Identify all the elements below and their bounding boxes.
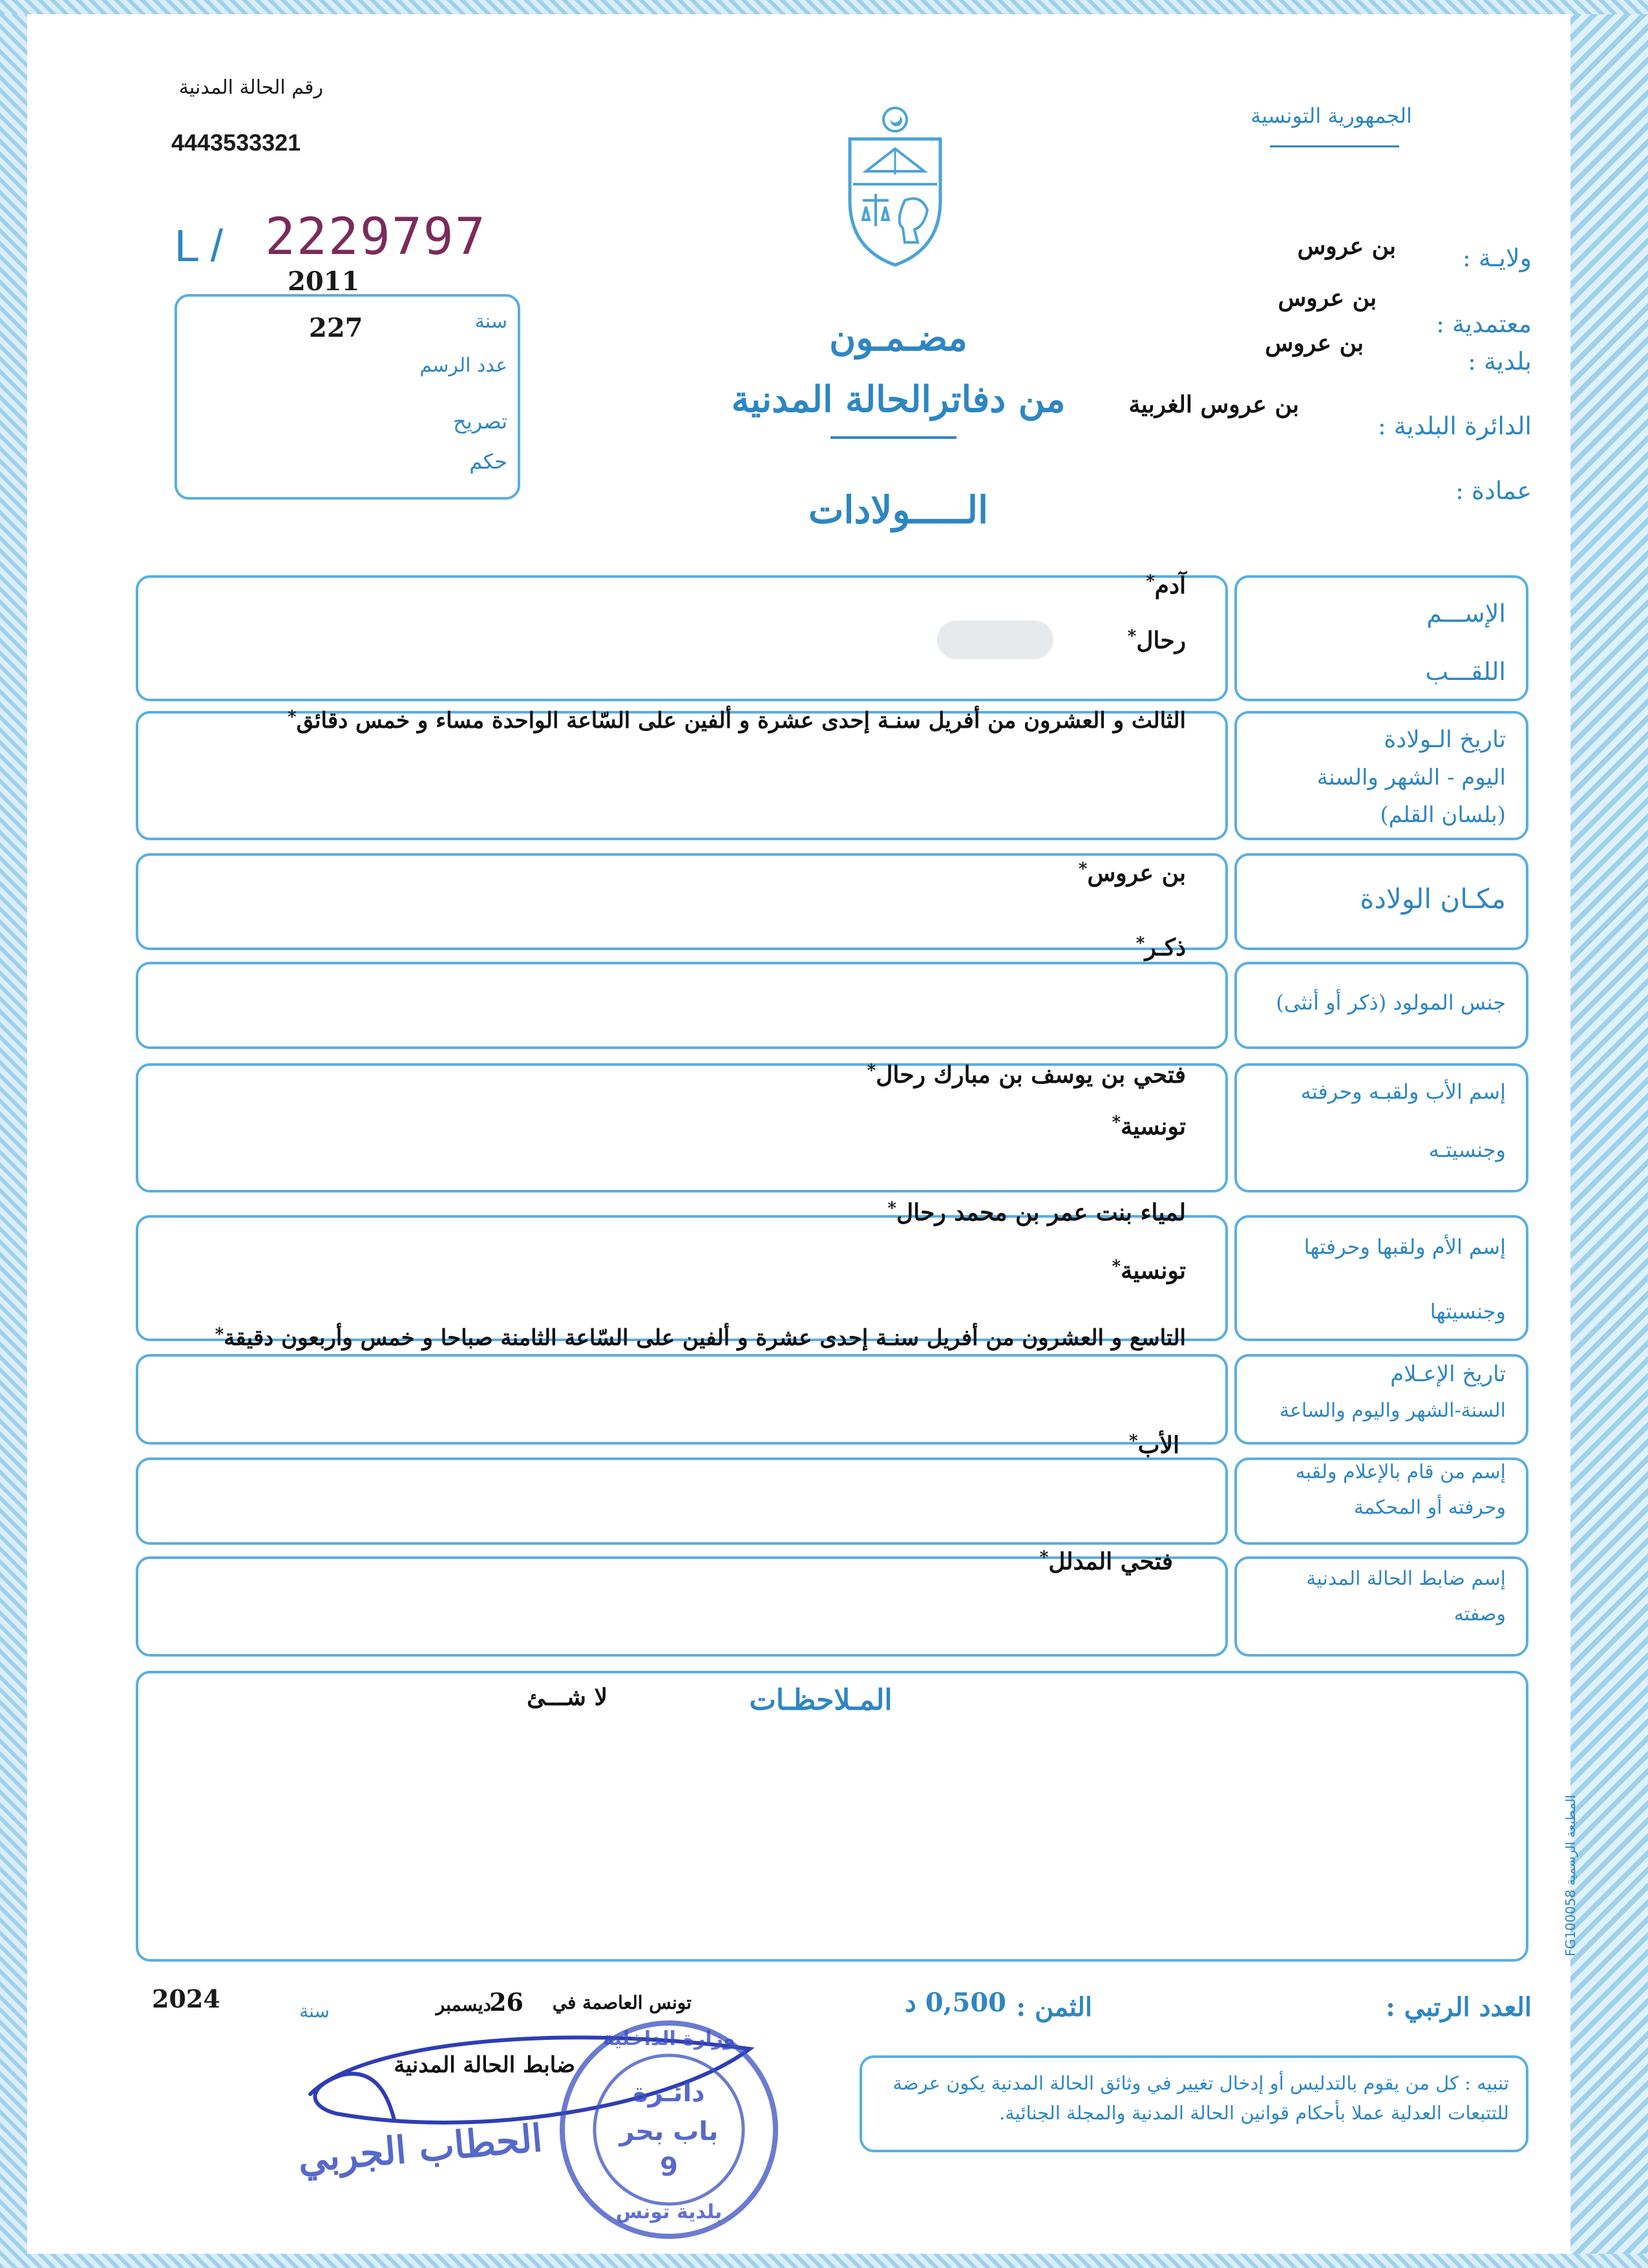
delegation-value: بن عروس (1278, 284, 1377, 312)
official-stamp (553, 2013, 785, 2246)
stamp-ministry: وزارة الداخلية (602, 2028, 735, 2050)
sector-label: عمادة : (1455, 476, 1532, 505)
smudge (937, 620, 1053, 659)
serial-prefix: L / (174, 220, 224, 271)
side-label-declaration: تصريح (453, 409, 507, 434)
bottom-guilloche-border (0, 2254, 1648, 2268)
side-label-act: عدد الرسم (419, 354, 507, 377)
row-name-first-name: آدم * (1034, 572, 1186, 599)
stamp-district: باب بحر (619, 2117, 719, 2146)
officer-title: ضابط الحالة المدنية (394, 2052, 575, 2078)
row-sex-label: جنس المولود (ذكر أو أنثى) (1276, 990, 1506, 1015)
officer-name: الحطاب الجربي (296, 2115, 544, 2181)
extract-title: مضـمـون (829, 317, 967, 359)
row-registrar-value: فتحي المدلل * (937, 1548, 1173, 1575)
issue-year-label: سنة (299, 2000, 330, 2022)
serial-label: العدد الرتبي : (1386, 1992, 1532, 2022)
price-value: 0,500 د (905, 1987, 1007, 2018)
row-birth-date-label-3: (بلسان القلم) (1380, 802, 1506, 828)
row-declarant-label-2: وحرفته أو المحكمة (1353, 1496, 1506, 1519)
municipality-label: بلدية : (1468, 347, 1532, 376)
row-declarant-value: الأب * (1034, 1432, 1179, 1459)
top-guilloche-border (0, 0, 1648, 14)
republic-underline (1270, 145, 1399, 147)
row-birth-date-value: الثالث و العشرون من أفريل سنـة إحدى عشرة و ألفين على السّاعة الواحدة مساء و خمس دقائق * (149, 708, 1186, 734)
row-declaration-date-value-box (136, 1354, 1228, 1445)
district-value: بن عروس الغربية (1128, 391, 1299, 418)
price-label: الثمن : (1016, 1992, 1092, 2022)
row-birth-place-value: بن عروس * (1002, 860, 1186, 887)
coat-of-arms-emblem (840, 103, 950, 271)
serial-number: 2229797 (265, 208, 487, 266)
year-value: 2011 (288, 266, 360, 297)
printer-mark: المطبعة الرسمية FG100058 (1563, 1795, 1578, 1956)
registers-title: من دفاترالحالة المدنية (731, 378, 1066, 421)
notes-value: لا شـــئ (527, 1684, 607, 1711)
act-number-value: 227 (309, 313, 363, 343)
row-declaration-date-label-1: تاريخ الإعـلام (1390, 1361, 1506, 1387)
republic-title: الجمهورية التونسية (1251, 103, 1412, 128)
side-label-judgment: حكم (469, 449, 507, 474)
row-registrar-label-1: إسم ضابط الحالة المدنية (1306, 1567, 1506, 1590)
row-sex-value-box (136, 962, 1228, 1049)
row-mother-label-2: وجنسيتها (1430, 1299, 1506, 1324)
left-guilloche-border (0, 0, 27, 2268)
row-name-label-1: الإســـم (1426, 599, 1506, 628)
row-sex-value: ذكـر * (1034, 934, 1186, 961)
row-father-nationality: تونسية * (1002, 1113, 1186, 1140)
notes-title: المـلاحظـات (749, 1684, 893, 1717)
governorate-value: بن عروس (1297, 233, 1396, 260)
row-mother-nationality: تونسية * (1002, 1257, 1186, 1284)
governorate-label: ولايـة : (1463, 244, 1532, 272)
row-birth-place-label: مكـان الولادة (1360, 883, 1506, 915)
stamp-number: 9 (660, 2152, 678, 2182)
district-label: الدائرة البلدية : (1377, 412, 1532, 440)
row-mother-name: لمياء بنت عمر بن محمد رحال * (808, 1199, 1186, 1226)
municipality-value: بن عروس (1265, 330, 1364, 357)
row-registrar-label-2: وصفته (1453, 1603, 1506, 1626)
row-declaration-date-label-2: السنة-الشهر واليوم والساعة (1279, 1399, 1506, 1422)
row-name-surname: رحال * (1034, 627, 1186, 654)
right-guilloche-border (1570, 0, 1648, 2268)
delegation-label: معتمدية : (1436, 310, 1532, 338)
issue-day: 26 (489, 1987, 523, 2017)
row-declaration-date-value: التاسع و العشرون من أفريل سنـة إحدى عشرة و ألفين على السّاعة الثامنة صباحا و خمس وأربعون دقيقة * (58, 1325, 1186, 1351)
issue-year-value: 2024 (152, 1984, 220, 2013)
row-father-label-1: إسم الأب ولقبـه وحرفته (1300, 1079, 1506, 1104)
row-birth-date-label-2: اليوم - الشهر والسنة (1316, 765, 1506, 790)
issue-month: ديسمبر (436, 1994, 491, 2015)
registers-underline (830, 436, 956, 439)
row-declarant-label-1: إسم من قام بالإعلام ولقبه (1295, 1461, 1506, 1483)
row-father-name: فتحي بن يوسف بن مبارك رحال * (808, 1061, 1186, 1088)
row-birth-date-label-1: تاريخ الـولادة (1384, 726, 1506, 753)
side-label-year: سنة (474, 310, 507, 333)
row-name-label-2: اللقـــب (1425, 657, 1506, 686)
civil-number-label: رقم الحالة المدنية (178, 76, 323, 99)
stamp-office: دائـرة (633, 2078, 705, 2108)
row-declarant-value-box (136, 1457, 1228, 1545)
stamp-municipality: بلدية تونس (615, 2201, 723, 2223)
births-title: الـــــولادات (808, 488, 989, 532)
row-mother-label-1: إسم الأم ولقبها وحرفتها (1304, 1235, 1506, 1259)
warning-text: تنبيه : كل من يقوم بالتدليس أو إدخال تغيير في وثائق الحالة المدنية يكون عرضة للتتبعات العدلية عملا بأحكام قوانين الحالة المدنية والمجلة الجنائية. (893, 2072, 1509, 2125)
row-father-label-2: وجنسيتـه (1428, 1138, 1506, 1162)
civil-number: 4443533321 (171, 129, 301, 156)
issue-place: تونس العاصمة في (552, 1992, 692, 2013)
